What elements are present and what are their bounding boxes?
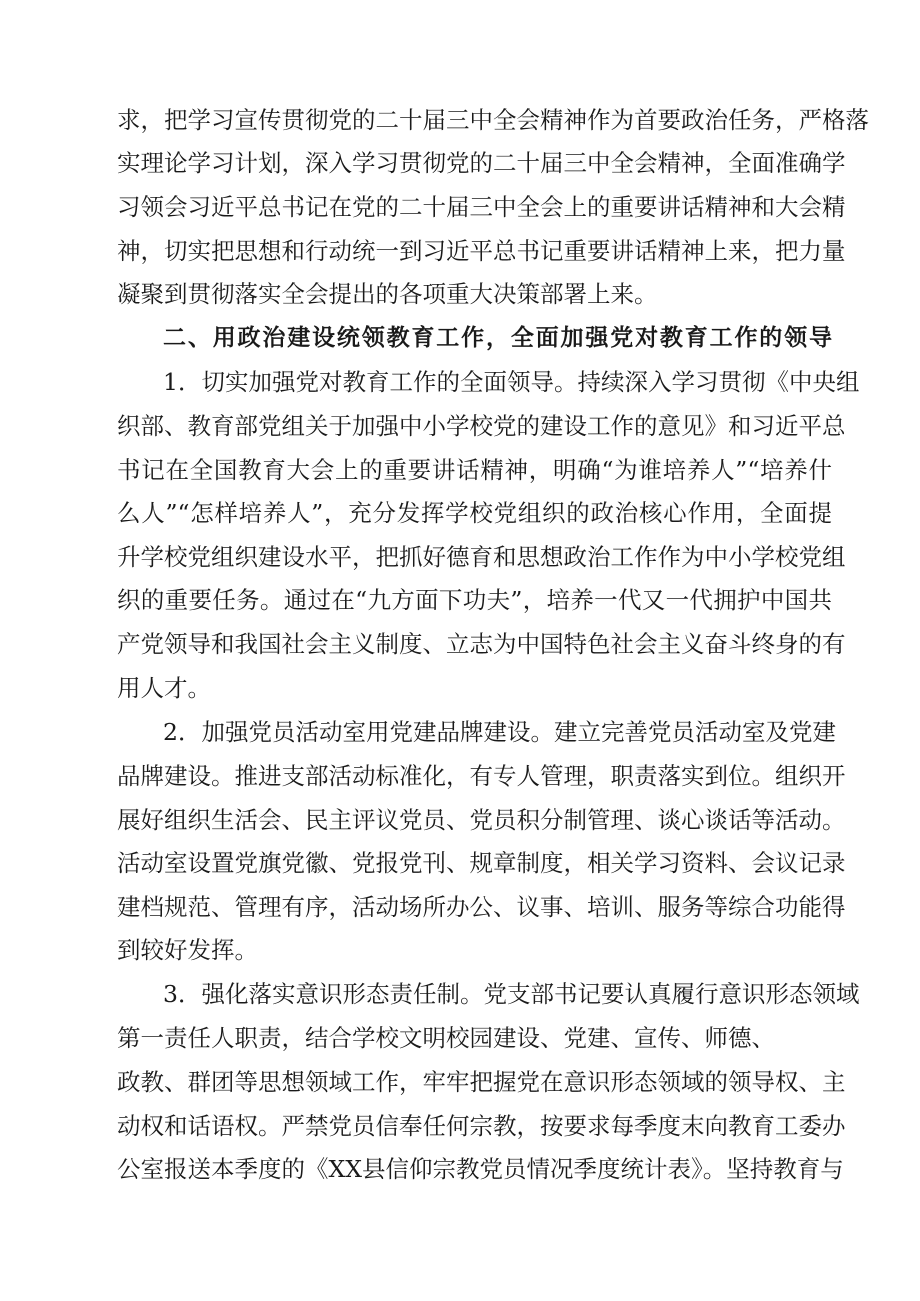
intro-line-4: 神，切实把思想和行动统一到习近平总书记重要讲话精神上来，把力量 — [117, 237, 846, 265]
section-heading: 二、用政治建设统领教育工作，全面加强党对教育工作的领导 — [163, 325, 832, 351]
item1-line-8: 用人才。 — [117, 674, 211, 702]
item1-line-5: 升学校党组织建设水平，把抓好德育和思想政治工作作为中小学校党组 — [117, 543, 846, 571]
item2-line-5: 建档规范、管理有序，活动场所办公、议事、培训、服务等综合功能得 — [117, 893, 846, 921]
item3-line-1: 3．强化落实意识形态责任制。党支部书记要认真履行意识形态领域 — [163, 980, 860, 1008]
item3-line-2: 第一责任人职责，结合学校文明校园建设、党建、宣传、师德、 — [117, 1024, 775, 1052]
item2-line-3: 展好组织生活会、民主评议党员、党员积分制管理、谈心谈话等活动。 — [117, 806, 846, 834]
item2-line-1: 2．加强党员活动室用党建品牌建设。建立完善党员活动室及党建 — [163, 718, 836, 746]
intro-line-1: 求，把学习宣传贯彻党的二十届三中全会精神作为首要政治任务，严格落 — [117, 106, 869, 134]
item1-line-4: 么人”“怎样培养人”，充分发挥学校党组织的政治核心作用，全面提 — [117, 499, 832, 527]
intro-line-2: 实理论学习计划，深入学习贯彻党的二十届三中全会精神，全面准确学 — [117, 149, 846, 177]
intro-line-3: 习领会习近平总书记在党的二十届三中全会上的重要讲话精神和大会精 — [117, 193, 846, 221]
item1-line-7: 产党领导和我国社会主义制度、立志为中国特色社会主义奋斗终身的有 — [117, 630, 846, 658]
item2-line-2: 品牌建设。推进支部活动标准化，有专人管理，职责落实到位。组织开 — [117, 762, 846, 790]
item3-line-3: 政教、群团等思想领域工作，牢牢把握党在意识形态领域的领导权、主 — [117, 1068, 846, 1096]
item3-line-4: 动权和话语权。严禁党员信奉任何宗教，按要求每季度末向教育工委办 — [117, 1112, 846, 1140]
intro-line-5: 凝聚到贯彻落实全会提出的各项重大决策部署上来。 — [117, 280, 658, 308]
item1-line-6: 织的重要任务。通过在“九方面下功夫”，培养一代又一代拥护中国共 — [117, 586, 832, 614]
item1-line-2: 织部、教育部党组关于加强中小学校党的建设工作的意见》和习近平总 — [117, 412, 846, 440]
item2-line-4: 活动室设置党旗党徽、党报党刊、规章制度，相关学习资料、会议记录 — [117, 849, 846, 877]
item2-line-6: 到较好发挥。 — [117, 936, 258, 964]
item1-line-1: 1．切实加强党对教育工作的全面领导。持续深入学习贯彻《中央组 — [163, 368, 860, 396]
item1-line-3: 书记在全国教育大会上的重要讲话精神，明确“为谁培养人”“培养什 — [117, 456, 832, 484]
item3-line-5: 公室报送本季度的《XX县信仰宗教党员情况季度统计表》。坚持教育与 — [117, 1155, 844, 1183]
